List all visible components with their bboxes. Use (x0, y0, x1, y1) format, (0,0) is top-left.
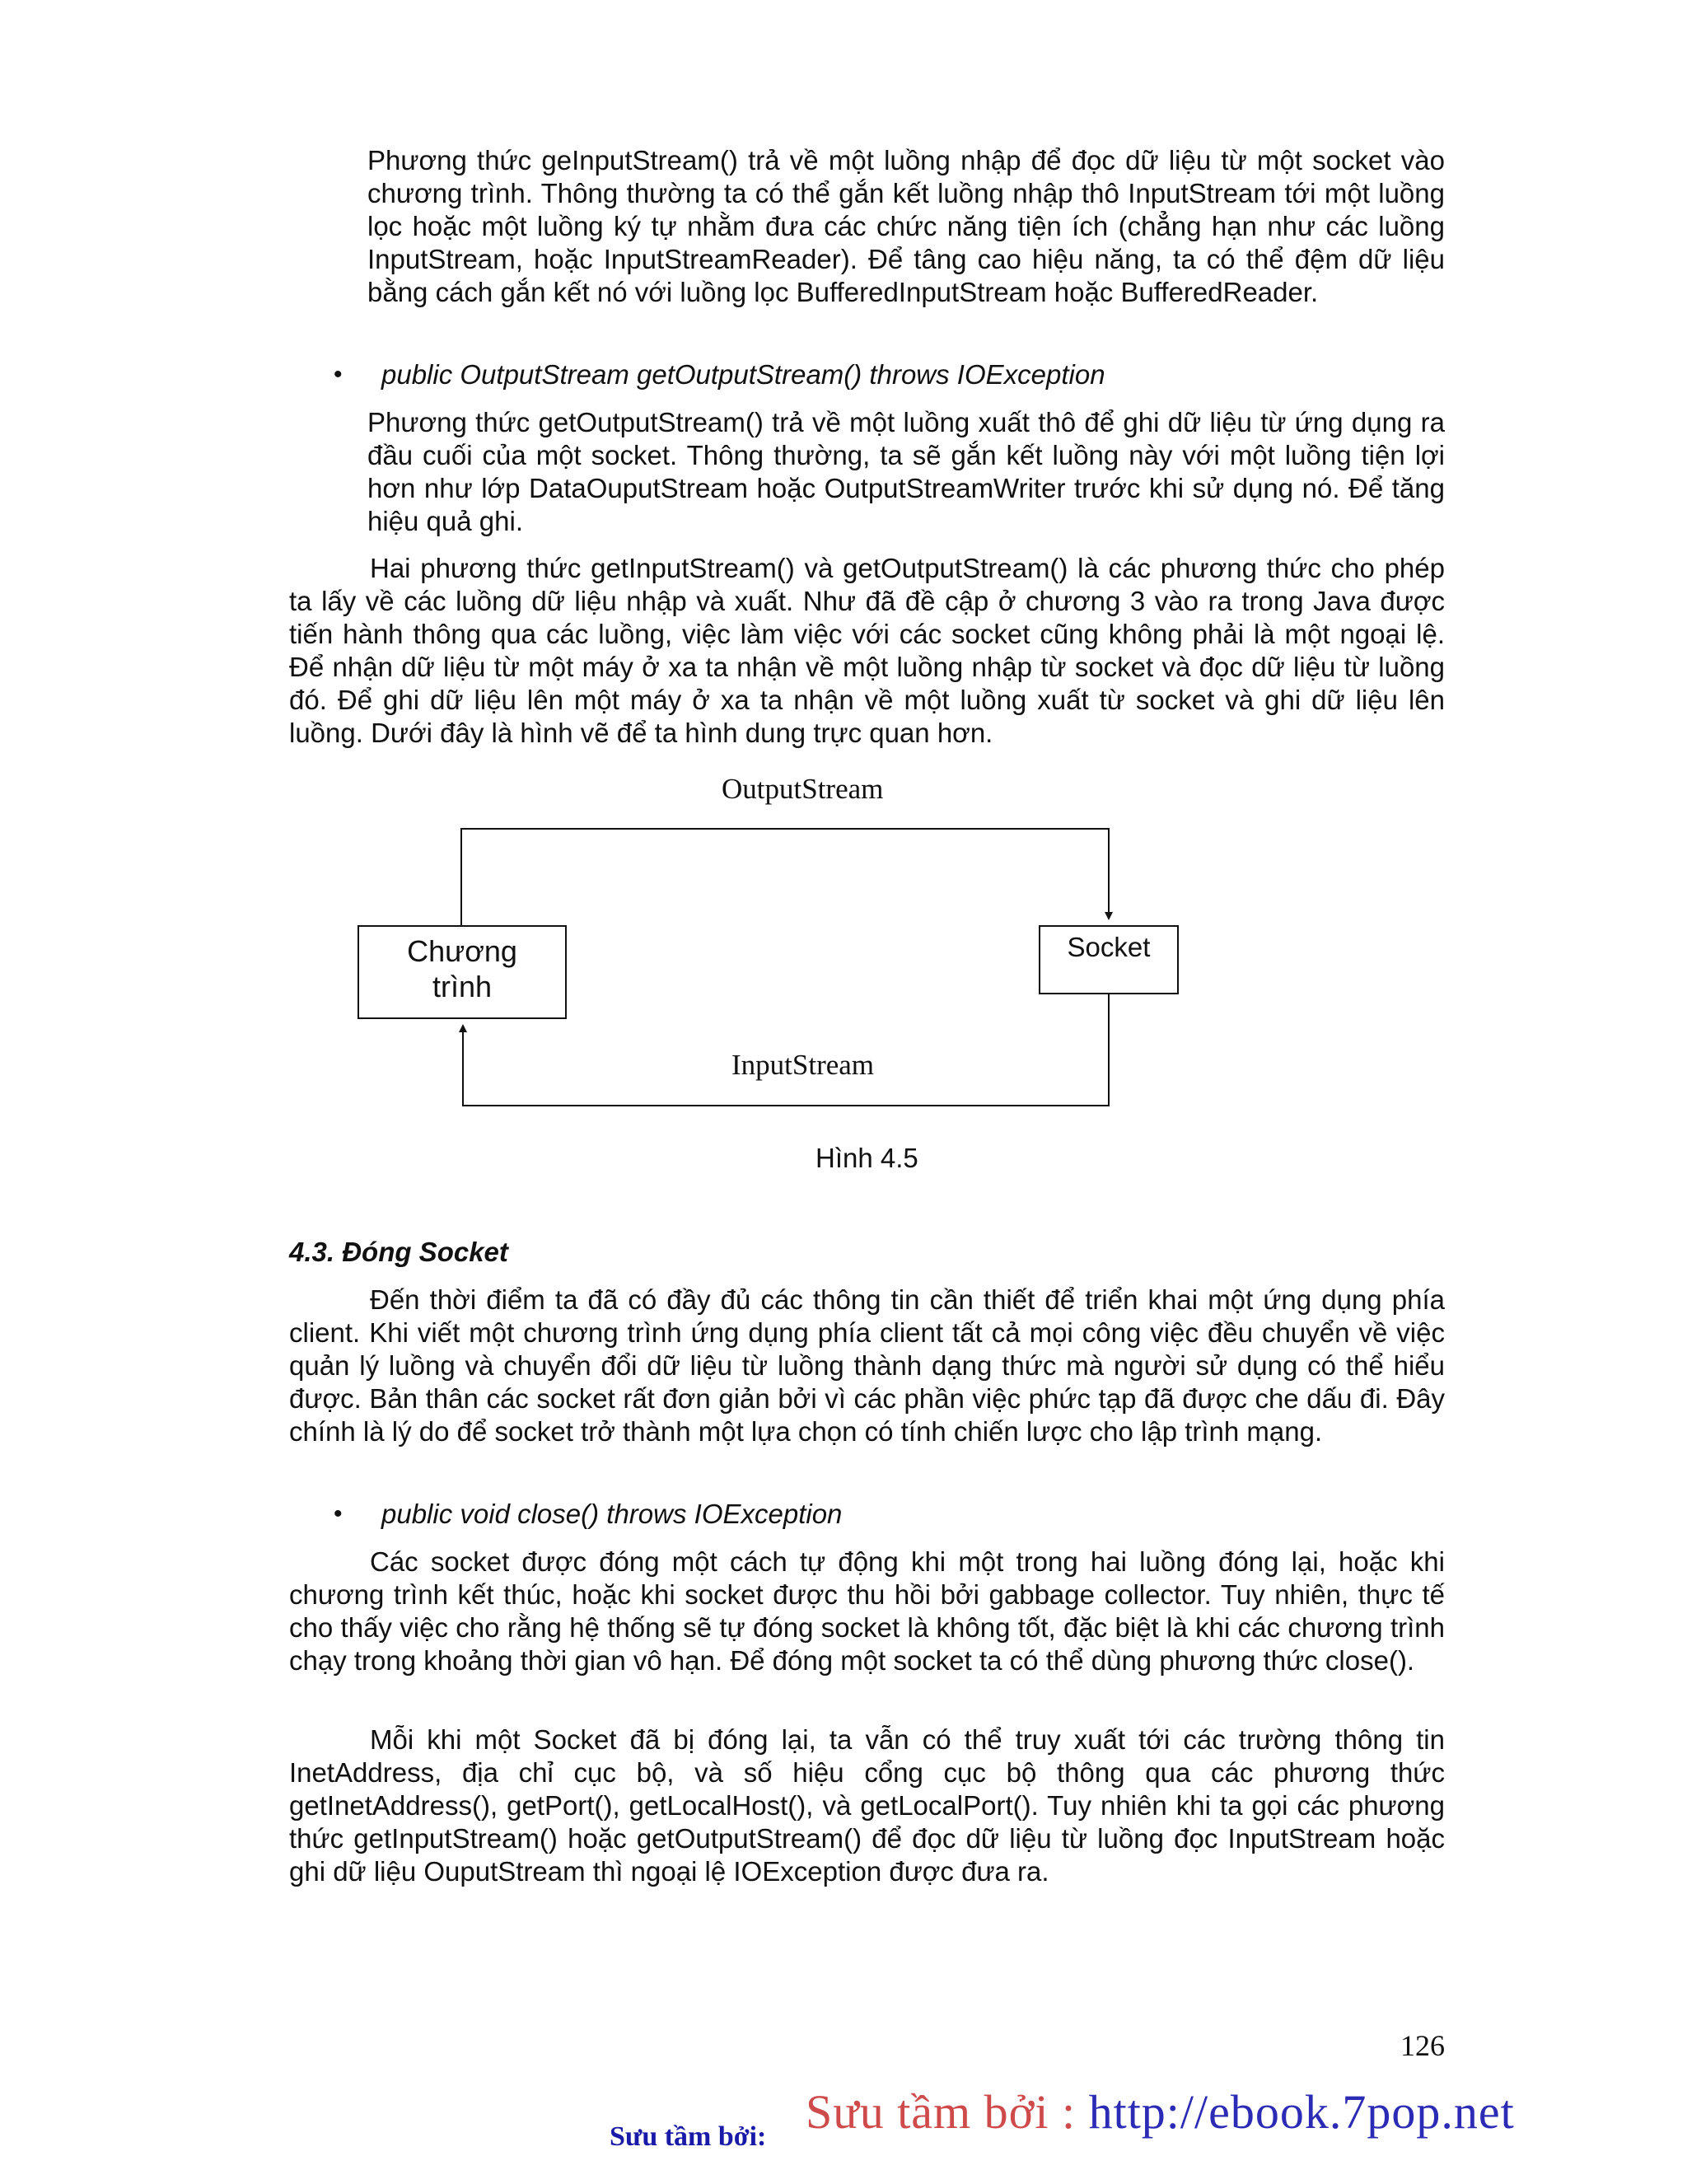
section-heading: 4.3. Đóng Socket (289, 1237, 508, 1267)
output-stream-arrow (461, 829, 1109, 926)
bullet-marker: • (334, 361, 343, 388)
output-stream-label: OutputStream (722, 773, 884, 805)
program-label-line1: Chương (407, 934, 517, 968)
method-signature-getoutputstream: public OutputStream getOutputStream() throws IOException (381, 359, 1105, 390)
watermark-prefix: Sưu tầm bởi : (806, 2085, 1089, 2139)
socket-box-label: Socket (1067, 932, 1151, 962)
paragraph-streams-overview: Hai phương thức getInputStream() và getOutputStream() là các phương thức cho phép ta lấy về các luồng dữ liệu nhập và xuất. Như đã đề cập ở chương 3 vào ra trong Java được tiến hành thông qua các luồng, việc làm việc với các socket cũng không phải là một ngoại lệ. Để nhận dữ liệu từ một máy ở xa ta nhận về một luồng nhập từ socket và đọc dữ liệu từ luồng đó. Để ghi dữ liệu lên một máy ở xa ta nhận về một luồng xuất từ socket và ghi dữ liệu lên luồng. Dưới đây là hình vẽ để ta hình dung trực quan hơn. (289, 553, 1445, 748)
program-box-label (358, 933, 566, 1004)
footer-credit-label: Sưu tầm bởi: (610, 2121, 767, 2152)
paragraph-close-description: Các socket được đóng một cách tự động khi một trong hai luồng đóng lại, hoặc khi chương trình kết thúc, hoặc khi socket được thu hồi bởi gabbage collector. Tuy nhiên, thực tế cho thấy việc cho rằng hệ thống sẽ tự đóng socket là không tốt, đặc biệt là khi các chương trình chạy trong khoảng thời gian vô hạn. Để đóng một socket ta có thể dùng phương thức close(). (289, 1546, 1445, 1676)
program-label-line2: trình (432, 970, 493, 1003)
page-number: 126 (1400, 2029, 1445, 2062)
paragraph-getinputstream-description: Phương thức geInputStream() trả về một luồng nhập để đọc dữ liệu từ một socket vào chương trình. Thông thường ta có thể gắn kết luồng nhập thô InputStream tới một luồng lọc hoặc một luồng ký tự nhằm đưa các chức năng tiện ích (chẳng hạn như các luồng InputStream, hoặc InputStreamReader). Để tâng cao hiệu năng, ta có thể đệm dữ liệu bằng cách gắn kết nó với luồng lọc BufferedInputStream hoặc BufferedReader. (367, 145, 1445, 307)
bullet-marker: • (334, 1500, 343, 1527)
figure-caption: Hình 4.5 (815, 1143, 918, 1173)
paragraph-getoutputstream-description: Phương thức getOutputStream() trả về một luồng xuất thô để ghi dữ liệu từ ứng dụng ra đầu cuối của một socket. Thông thường, ta sẽ gắn kết luồng này với một luồng tiện lợi hơn như lớp DataOuputStream hoặc OutputStreamWriter trước khi sử dụng nó. Để tăng hiệu quả ghi. (367, 407, 1445, 536)
footer-watermark (806, 2084, 1515, 2140)
watermark-url-link[interactable]: http://ebook.7pop.net (1088, 2085, 1515, 2139)
input-stream-label: InputStream (731, 1049, 875, 1081)
method-signature-close: public void close() throws IOException (381, 1499, 843, 1529)
paragraph-client-intro: Đến thời điểm ta đã có đầy đủ các thông tin cần thiết để triển khai một ứng dụng phía client. Khi viết một chương trình ứng dụng phía client tất cả mọi công việc đều chuyển về việc quản lý luồng và chuyển đổi dữ liệu từ luồng thành dạng thức mà người sử dụng có thể hiểu được. Bản thân các socket rất đơn giản bởi vì các phần việc phức tạp đã được che dấu đi. Đây chính là lý do để socket trở thành một lựa chọn có tính chiến lược cho lập trình mạng. (289, 1284, 1445, 1447)
paragraph-after-close: Mỗi khi một Socket đã bị đóng lại, ta vẫn có thể truy xuất tới các trường thông tin InetAddress, địa chỉ cục bộ, và số hiệu cổng cục bộ thông qua các phương thức getInetAddress(), getPort(), getLocalHost(), và getLocalPort(). Tuy nhiên khi ta gọi các phương thức getInputStream() hoặc getOutputStream() để đọc dữ liệu từ luồng đọc InputStream hoặc ghi dữ liệu OuputStream thì ngoại lệ IOException được đưa ra. (289, 1724, 1445, 1887)
